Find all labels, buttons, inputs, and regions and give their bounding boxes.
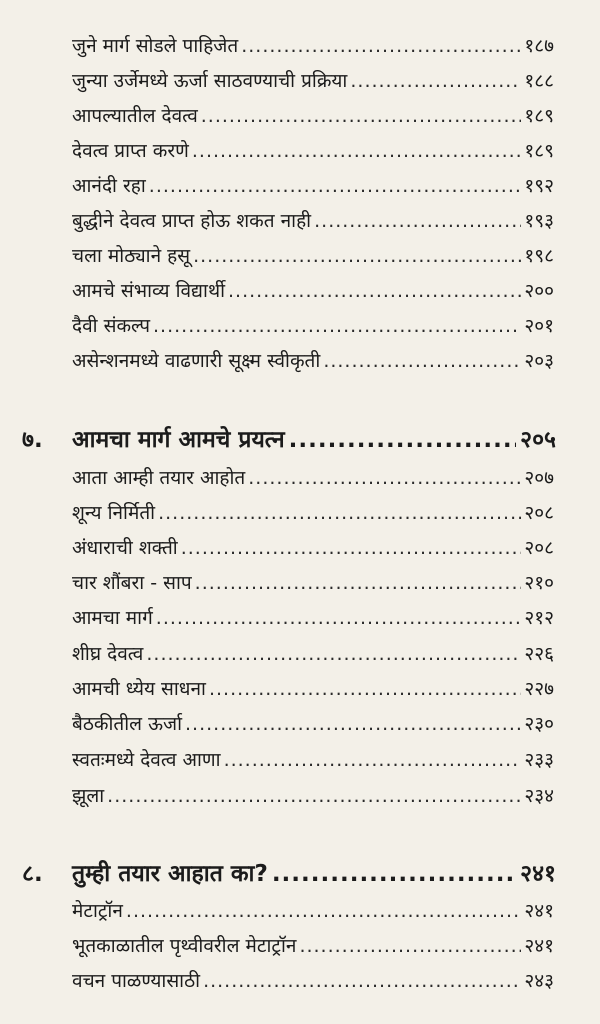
- leader-dots: [195, 567, 522, 599]
- entry-page: २३०: [524, 713, 554, 735]
- entry-page: १९२: [524, 175, 554, 197]
- entry-title: झूला: [72, 785, 105, 807]
- entry-page: २३३: [524, 749, 554, 771]
- toc-entry: [72, 708, 554, 740]
- entry-title: शून्य निर्मिती: [72, 502, 156, 524]
- leader-dots: [126, 895, 521, 927]
- toc-entry: [72, 602, 554, 634]
- toc-entry: [72, 532, 554, 564]
- entry-title: आमची ध्येय साधना: [72, 678, 206, 700]
- entry-page: १८९: [524, 105, 554, 127]
- entry-page: २३४: [524, 785, 554, 807]
- entry-page: २१२: [524, 607, 554, 629]
- entry-title: शीघ्र देवत्व: [72, 643, 144, 665]
- toc-entry: [72, 638, 554, 670]
- leader-dots: [107, 780, 521, 812]
- entry-page: २१०: [524, 572, 554, 594]
- toc-entry: [72, 965, 554, 997]
- leader-dots: [192, 135, 522, 167]
- leader-dots: [314, 205, 521, 237]
- entry-title: भूतकाळातील पृथ्वीवरील मेटाट्रॉन: [72, 935, 297, 957]
- entry-page: १८७: [524, 35, 554, 57]
- toc-entry: [72, 497, 554, 529]
- leader-dots: [224, 744, 522, 776]
- toc-entry: [72, 567, 554, 599]
- toc-entry: [72, 240, 554, 272]
- toc-entry: [72, 345, 554, 377]
- entry-title: मेटाट्रॉन: [72, 900, 123, 922]
- entry-title: चार शौंबरा - साप: [72, 572, 192, 594]
- leader-dots: [203, 965, 521, 997]
- entry-title: आता आम्ही तयार आहोत: [72, 467, 246, 489]
- entry-page: २०१: [524, 315, 554, 337]
- chapter-title: आमचा मार्ग आमचे प्रयत्न: [72, 427, 285, 453]
- toc-entry: [72, 30, 554, 62]
- toc-entry: [72, 100, 554, 132]
- entry-page: २२७: [524, 678, 554, 700]
- entry-title: असेन्शनमध्ये वाढणारी सूक्ष्म स्वीकृती: [72, 350, 321, 372]
- leader-dots: [350, 65, 521, 97]
- entry-title: आनंदी रहा: [72, 175, 146, 197]
- toc-entry: [72, 275, 554, 307]
- leader-dots: [193, 240, 521, 272]
- entry-title: चला मोठ्याने हसू: [72, 245, 191, 267]
- toc-entry: [72, 205, 554, 237]
- leader-dots: [272, 856, 516, 892]
- leader-dots: [299, 930, 521, 962]
- leader-dots: [248, 462, 521, 494]
- entry-page: २०७: [524, 467, 554, 489]
- leader-dots: [158, 497, 521, 529]
- entry-title: दैवी संकल्प: [72, 315, 150, 337]
- entry-page: २०३: [524, 350, 554, 372]
- toc-entry: [72, 744, 554, 776]
- entry-page: २४१: [524, 900, 554, 922]
- entry-title: जुन्या उर्जेमध्ये ऊर्जा साठवण्याची प्रक्रिया: [72, 70, 348, 92]
- entry-title: देवत्व प्राप्त करणे: [72, 140, 189, 162]
- entry-page: १९३: [524, 210, 554, 232]
- chapter-title: तुम्ही तयार आहात का?: [72, 861, 268, 887]
- entry-title: बुद्धीने देवत्व प्राप्त होऊ शकत नाही: [72, 210, 312, 232]
- toc-entry: [72, 310, 554, 342]
- chapter-page: २४१: [520, 861, 556, 887]
- chapter-number: ७.: [22, 427, 43, 453]
- chapter-heading: [22, 422, 556, 458]
- entry-page: १८९: [524, 140, 554, 162]
- leader-dots: [149, 170, 522, 202]
- chapter-number: ८.: [22, 861, 43, 887]
- leader-dots: [241, 30, 521, 62]
- leader-dots: [185, 708, 521, 740]
- toc-entry: [72, 895, 554, 927]
- entry-page: २४१: [524, 935, 554, 957]
- leader-dots: [228, 275, 521, 307]
- leader-dots: [323, 345, 521, 377]
- toc-entry: [72, 462, 554, 494]
- entry-page: २००: [524, 280, 554, 302]
- entry-title: आमचे संभाव्य विद्यार्थी: [72, 280, 226, 302]
- toc-entry: [72, 65, 554, 97]
- entry-title: अंधाराची शक्ती: [72, 537, 178, 559]
- leader-dots: [146, 638, 521, 670]
- entry-page: २२६: [524, 643, 554, 665]
- entry-title: बैठकीतील ऊर्जा: [72, 713, 183, 735]
- leader-dots: [209, 673, 521, 705]
- leader-dots: [156, 602, 522, 634]
- entry-title: आमचा मार्ग: [72, 607, 153, 629]
- entry-title: वचन पाळण्यासाठी: [72, 970, 201, 992]
- leader-dots: [201, 100, 522, 132]
- entry-title: स्वतःमध्ये देवत्व आणा: [72, 749, 221, 771]
- chapter-page: २०५: [520, 427, 556, 453]
- toc-entry: [72, 780, 554, 812]
- entry-page: १९८: [524, 245, 554, 267]
- toc-entry: [72, 135, 554, 167]
- entry-page: १८८: [524, 70, 554, 92]
- leader-dots: [153, 310, 521, 342]
- entry-title: जुने मार्ग सोडले पाहिजेत: [72, 35, 239, 57]
- entry-page: २४३: [524, 970, 554, 992]
- toc-entry: [72, 930, 554, 962]
- entry-page: २०८: [524, 537, 554, 559]
- leader-dots: [289, 422, 516, 458]
- entry-title: आपल्यातील देवत्व: [72, 105, 198, 127]
- entry-page: २०८: [524, 502, 554, 524]
- toc-entry: [72, 170, 554, 202]
- chapter-heading: [22, 856, 556, 892]
- toc-entry: [72, 673, 554, 705]
- leader-dots: [181, 532, 522, 564]
